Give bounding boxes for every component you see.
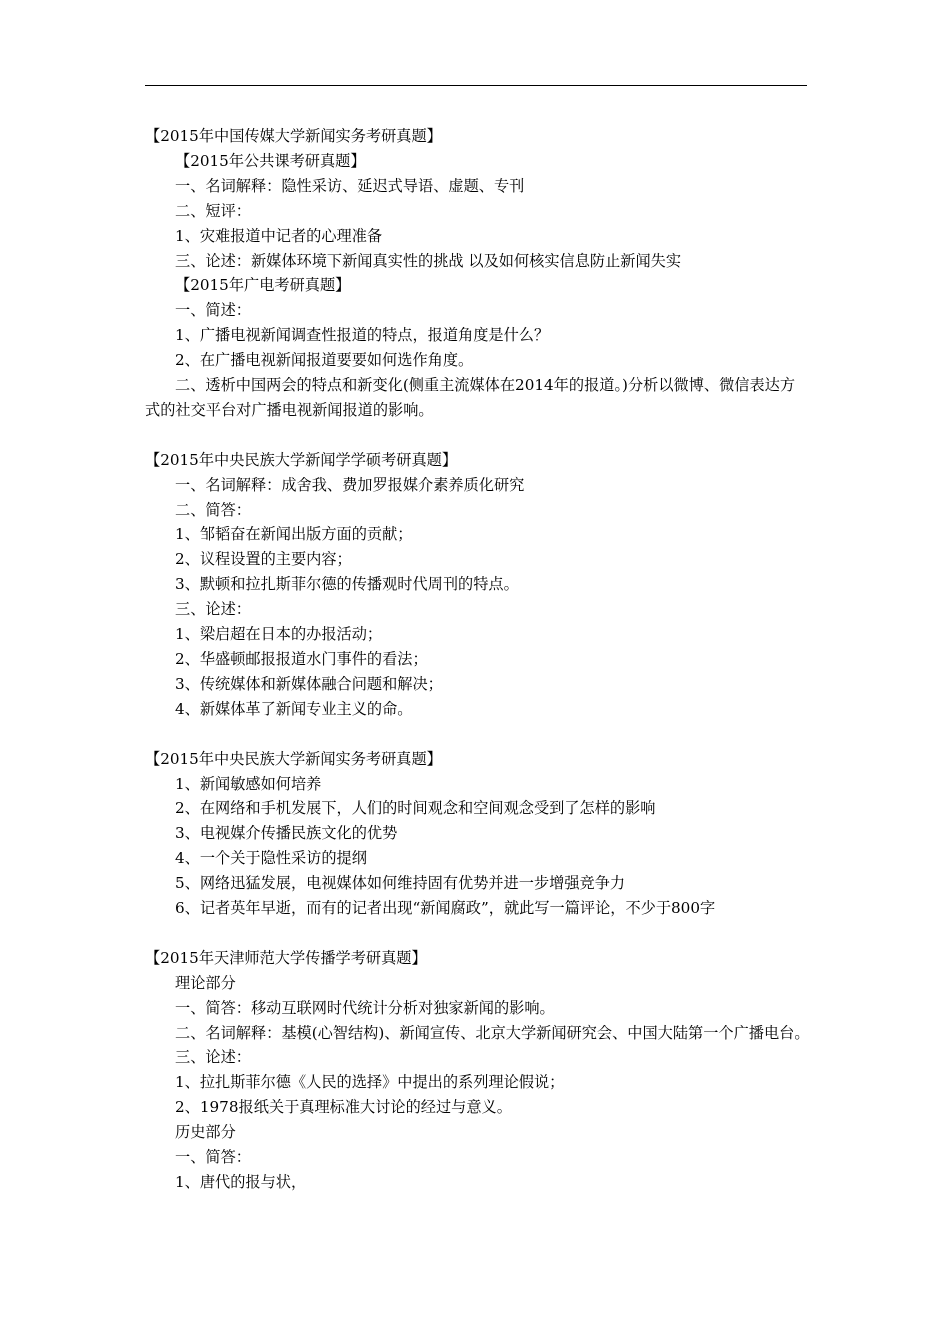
- spacer: [145, 722, 810, 747]
- text-line: 1、拉扎斯菲尔德《人民的选择》中提出的系列理论假说；: [175, 1073, 565, 1092]
- text-line: 1、梁启超在日本的办报活动；: [175, 625, 383, 644]
- section-title: 【2015年中央民族大学新闻实务考研真题】: [145, 749, 442, 768]
- text-line: 2、在广播电视新闻报道要要如何选作角度。: [175, 351, 474, 370]
- text-line: 二、短评：: [175, 201, 251, 220]
- subsection-title: 【2015年广电考研真题】: [175, 276, 351, 295]
- spacer: [145, 921, 810, 946]
- document-body: [145, 124, 810, 1195]
- text-line: 1、新闻敏感如何培养: [175, 774, 322, 793]
- text-line: 4、一个关于隐性采访的提纲: [175, 849, 367, 868]
- section-title: 【2015年中央民族大学新闻学学硕考研真题】: [145, 450, 458, 469]
- text-line: 三、论述：: [175, 600, 251, 619]
- subsection-title: 【2015年公共课考研真题】: [175, 151, 366, 170]
- text-line: 6、记者英年早逝，而有的记者出现“新闻腐政”，就此写一篇评论，不少于800字: [175, 899, 716, 918]
- text-line: 2、议程设置的主要内容；: [175, 550, 352, 569]
- text-line: 1、唐代的报与状，: [175, 1173, 307, 1192]
- text-line: 一、名词解释：成舍我、费加罗报媒介素养质化研究: [175, 475, 525, 494]
- text-paragraph: 二、透析中国两会的特点和新变化(侧重主流媒体在2014年的报道。)分析以微博、微信表达方式的社交平台对广播电视新闻报道的影响。: [145, 376, 796, 419]
- text-line: 3、默顿和拉扎斯菲尔德的传播观时代周刊的特点。: [175, 575, 519, 594]
- text-line: 三、论述：: [175, 1048, 251, 1067]
- text-line: 5、网络迅猛发展，电视媒体如何维持固有优势并进一步增强竞争力: [175, 874, 626, 893]
- text-line: 一、简答：: [175, 1148, 251, 1167]
- text-line: 三、论述：新媒体环境下新闻真实性的挑战 以及如何核实信息防止新闻失实: [175, 251, 682, 270]
- text-line: 一、简答：移动互联网时代统计分析对独家新闻的影响。: [175, 998, 555, 1017]
- text-line: 历史部分: [175, 1123, 236, 1142]
- text-line: 理论部分: [175, 973, 236, 992]
- text-line: 2、1978报纸关于真理标准大讨论的经过与意义。: [175, 1098, 512, 1117]
- text-line: 1、灾难报道中记者的心理准备: [175, 226, 383, 245]
- text-line: 3、电视媒介传播民族文化的优势: [175, 824, 398, 843]
- header-rule: [145, 85, 807, 86]
- text-paragraph: 二、名词解释：基模(心智结构)、新闻宣传、北京大学新闻研究会、中国大陆第一个广播电台。: [175, 1023, 810, 1042]
- text-line: 2、华盛顿邮报报道水门事件的看法；: [175, 650, 428, 669]
- text-line: 1、广播电视新闻调查性报道的特点，报道角度是什么？: [175, 326, 550, 345]
- section-title: 【2015年中国传媒大学新闻实务考研真题】: [145, 127, 442, 145]
- text-line: 4、新媒体革了新闻专业主义的命。: [175, 699, 413, 718]
- text-line: 二、简答：: [175, 500, 251, 519]
- text-line: 2、在网络和手机发展下，人们的时间观念和空间观念受到了怎样的影响: [175, 799, 656, 818]
- text-line: 1、邹韬奋在新闻出版方面的贡献；: [175, 525, 413, 544]
- spacer: [145, 423, 810, 448]
- text-line: 3、传统媒体和新媒体融合问题和解决；: [175, 674, 443, 693]
- text-line: 一、简述：: [175, 301, 251, 320]
- text-line: 一、名词解释：隐性采访、延迟式导语、虚题、专刊: [175, 176, 525, 195]
- section-title: 【2015年天津师范大学传播学考研真题】: [145, 948, 427, 967]
